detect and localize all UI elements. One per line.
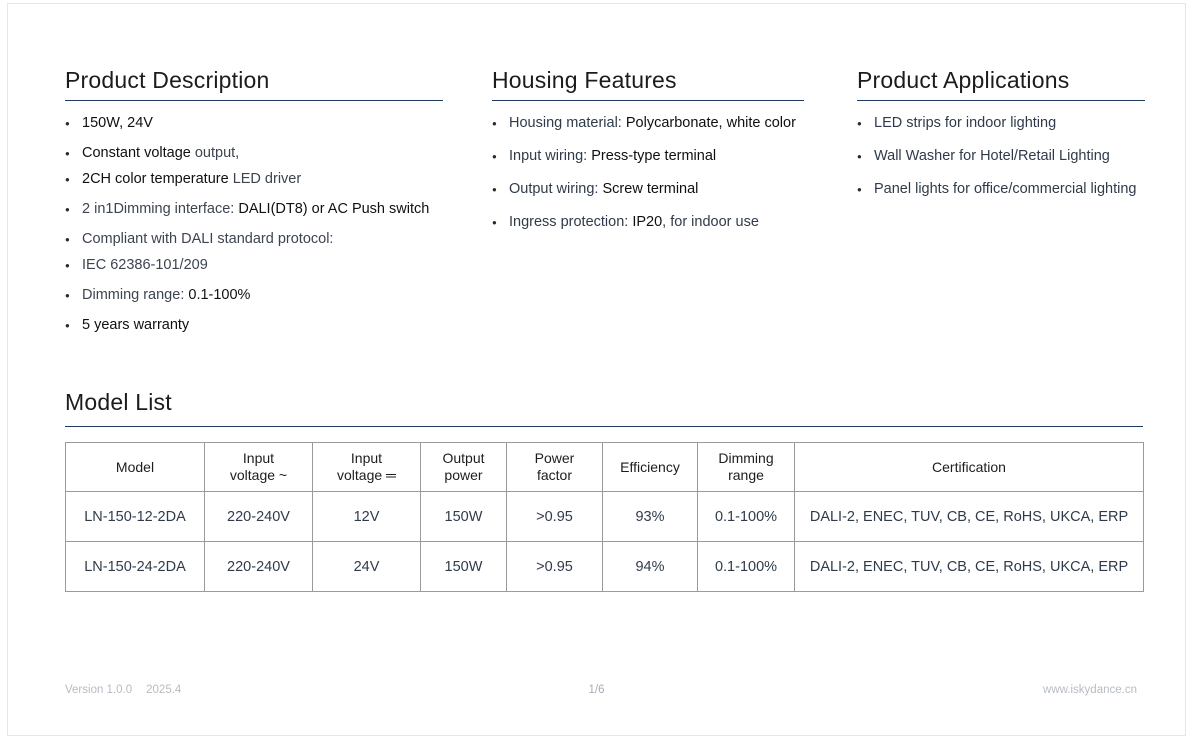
page-sheet bbox=[8, 4, 1185, 735]
cell-model: LN-150-24-2DA bbox=[66, 542, 205, 592]
item-rest: LED driver bbox=[228, 171, 302, 187]
list-item-continuation bbox=[65, 255, 465, 276]
item-suffix: , for indoor use bbox=[662, 214, 759, 230]
section-product-description bbox=[65, 64, 465, 345]
list-item-continuation bbox=[65, 169, 465, 190]
item-strong: Press-type terminal bbox=[591, 148, 717, 164]
list-item bbox=[492, 146, 822, 167]
product-description-list bbox=[65, 113, 465, 336]
list-item bbox=[65, 199, 465, 220]
item-plain: 2 in1Dimming interface: bbox=[82, 201, 239, 217]
title-underline bbox=[65, 426, 1143, 427]
column-header-output-power: Output power bbox=[421, 443, 507, 492]
title-underline bbox=[857, 100, 1145, 101]
table-header-row bbox=[66, 443, 1144, 492]
cell-input-voltage-ac: 220-240V bbox=[205, 542, 313, 592]
footer-date: 2025.4 bbox=[146, 684, 182, 696]
footer-version: Version 1.0.0 bbox=[65, 684, 133, 696]
title-underline bbox=[492, 100, 804, 101]
list-item bbox=[65, 285, 465, 306]
item-strong: Polycarbonate, white color bbox=[625, 115, 796, 131]
item-strong: Constant voltage bbox=[82, 145, 191, 161]
model-list-title: Model List bbox=[65, 389, 172, 415]
item-text: LED strips for indoor lighting bbox=[874, 115, 1057, 131]
cell-output-power: 150W bbox=[421, 542, 507, 592]
item-strong: 2CH color temperature bbox=[82, 171, 229, 187]
cell-input-voltage-dc: 12V bbox=[313, 492, 421, 542]
item-plain: Output wiring: bbox=[509, 181, 603, 197]
item-strong: 0.1-100% bbox=[188, 287, 251, 303]
table-row bbox=[66, 492, 1144, 542]
model-list-table bbox=[65, 442, 1144, 592]
title-underline bbox=[65, 100, 443, 101]
product-applications-list bbox=[857, 113, 1157, 200]
item-plain: Dimming range: bbox=[82, 287, 189, 303]
cell-power-factor: >0.95 bbox=[507, 492, 603, 542]
cell-dimming-range: 0.1-100% bbox=[698, 542, 795, 592]
cell-efficiency: 93% bbox=[603, 492, 698, 542]
item-plain: Input wiring: bbox=[509, 148, 592, 164]
cell-model: LN-150-12-2DA bbox=[66, 492, 205, 542]
product-description-title: Product Description bbox=[65, 67, 270, 93]
cell-certification: DALI-2, ENEC, TUV, CB, CE, RoHS, UKCA, ERP bbox=[795, 542, 1144, 592]
item-text: Wall Washer for Hotel/Retail Lighting bbox=[874, 148, 1110, 164]
column-header-efficiency: Efficiency bbox=[603, 443, 698, 492]
item-rest: output, bbox=[190, 145, 240, 161]
item-plain: Compliant with DALI standard protocol: bbox=[82, 231, 334, 247]
housing-features-list bbox=[492, 113, 822, 233]
footer-website: www.iskydance.cn bbox=[1043, 684, 1137, 696]
list-item bbox=[857, 113, 1157, 134]
list-item bbox=[65, 229, 465, 250]
item-strong: Screw terminal bbox=[602, 181, 699, 197]
column-header-dimming-range: Dimming range bbox=[698, 443, 795, 492]
item-strong: IP20 bbox=[632, 214, 663, 230]
footer-page-number: 1/6 bbox=[588, 684, 605, 696]
cell-dimming-range: 0.1-100% bbox=[698, 492, 795, 542]
item-plain: Ingress protection: bbox=[509, 214, 633, 230]
cell-output-power: 150W bbox=[421, 492, 507, 542]
list-item bbox=[857, 146, 1157, 167]
page-footer bbox=[8, 684, 1185, 704]
list-item bbox=[492, 212, 822, 233]
item-text: Panel lights for office/commercial lighting bbox=[874, 181, 1137, 197]
section-housing-features bbox=[492, 64, 822, 245]
section-model-list bbox=[65, 386, 1143, 427]
list-item bbox=[65, 143, 465, 164]
cell-power-factor: >0.95 bbox=[507, 542, 603, 592]
column-header-certification: Certification bbox=[795, 443, 1144, 492]
column-header-input-voltage-ac: Input voltage ~ bbox=[205, 443, 313, 492]
column-header-power-factor: Power factor bbox=[507, 443, 603, 492]
housing-features-title: Housing Features bbox=[492, 67, 677, 93]
item-plain: IEC 62386-101/209 bbox=[82, 257, 208, 273]
item-strong: DALI(DT8) or AC Push switch bbox=[238, 201, 430, 217]
list-item bbox=[492, 113, 822, 134]
cell-certification: DALI-2, ENEC, TUV, CB, CE, RoHS, UKCA, ERP bbox=[795, 492, 1144, 542]
list-item bbox=[857, 179, 1157, 200]
list-item bbox=[65, 315, 465, 336]
item-plain: Housing material: bbox=[509, 115, 626, 131]
column-header-input-voltage-dc: Input voltage ═ bbox=[313, 443, 421, 492]
list-item bbox=[492, 179, 822, 200]
item-strong: 5 years warranty bbox=[82, 317, 190, 333]
list-item bbox=[65, 113, 465, 134]
column-header-model: Model bbox=[66, 443, 205, 492]
section-product-applications bbox=[857, 64, 1157, 212]
cell-efficiency: 94% bbox=[603, 542, 698, 592]
cell-input-voltage-ac: 220-240V bbox=[205, 492, 313, 542]
cell-input-voltage-dc: 24V bbox=[313, 542, 421, 592]
table-row bbox=[66, 542, 1144, 592]
item-text: 150W, 24V bbox=[82, 115, 153, 131]
product-applications-title: Product Applications bbox=[857, 67, 1070, 93]
